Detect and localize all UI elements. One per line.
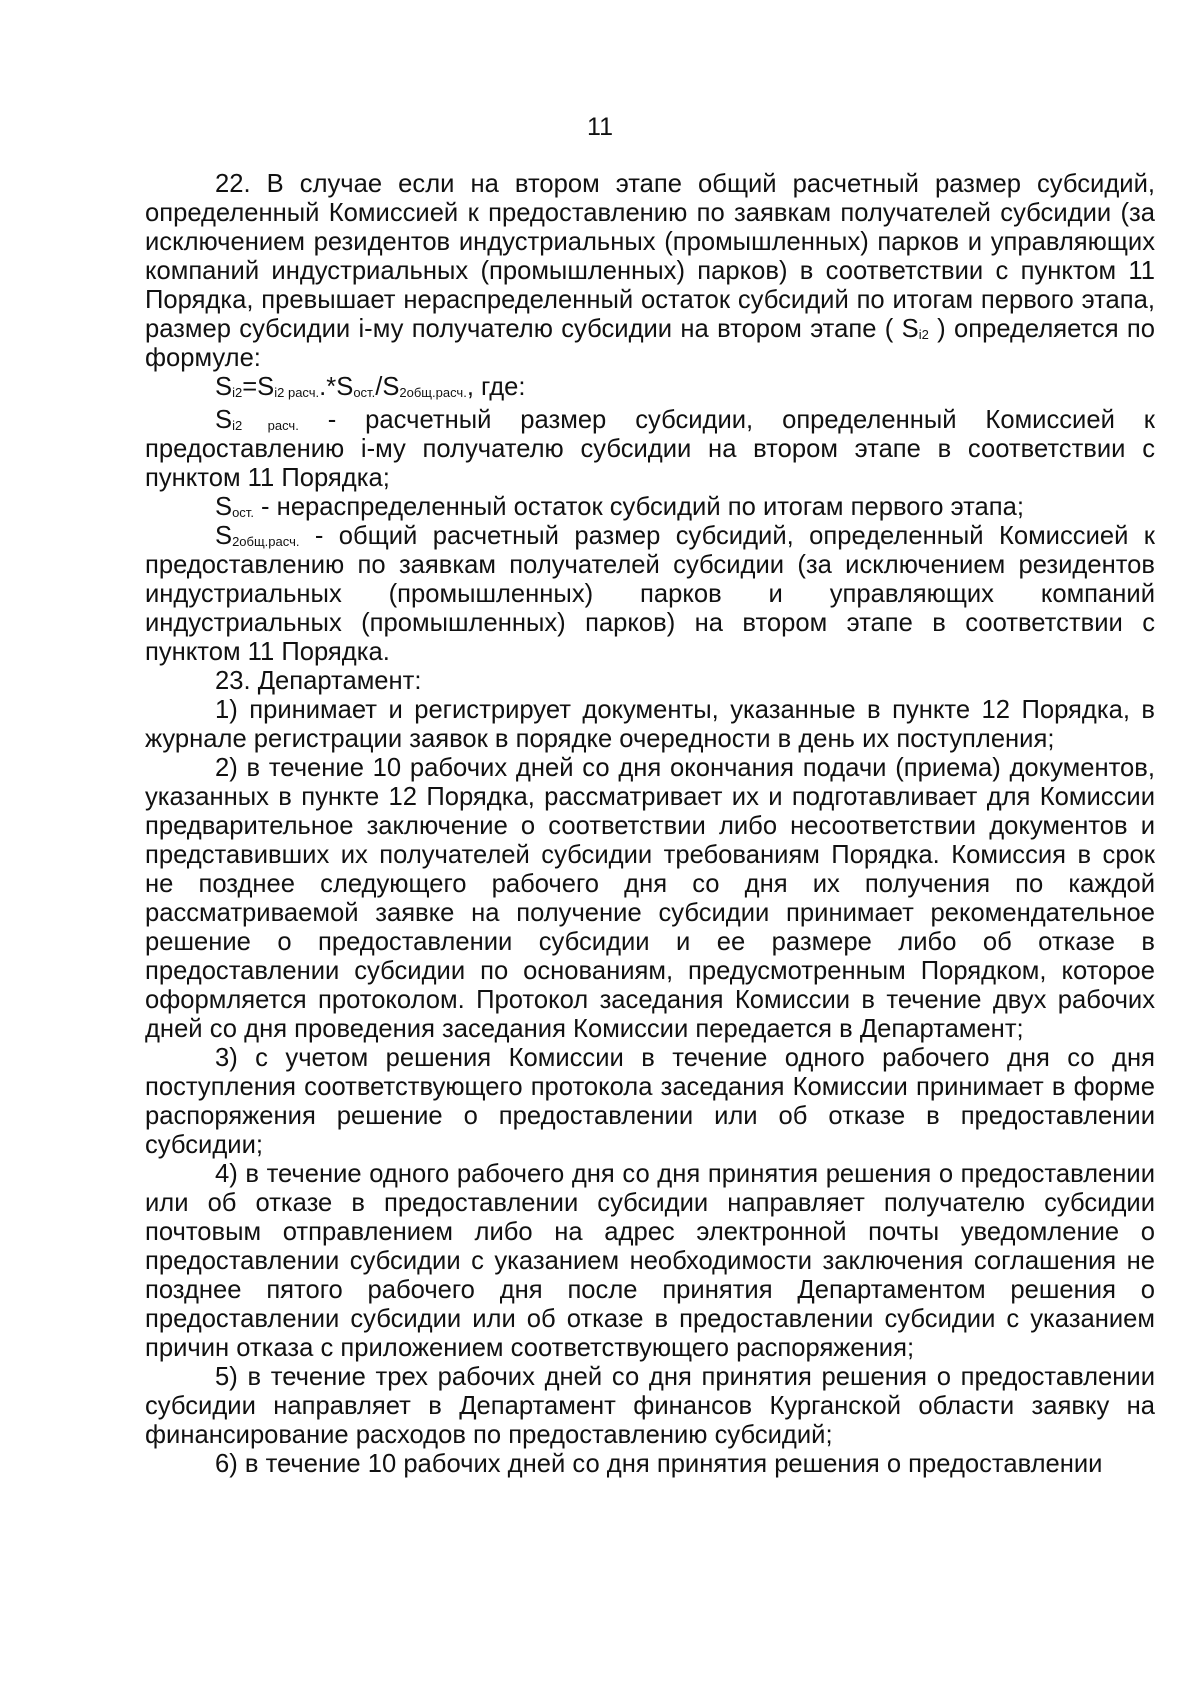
formula-div: / — [375, 373, 383, 401]
def2-s: S — [215, 493, 233, 521]
def3-sub: 2общ.расч. — [232, 534, 300, 549]
item-1: 1) принимает и регистрирует документы, указанные в пункте 12 Порядка, в журнале регистрации заявок в порядке очередности в день их поступления; — [145, 696, 1155, 753]
paragraph-22-end: ) определяется по формуле: — [145, 315, 1155, 372]
definition-s-total — [145, 522, 1155, 667]
def2-sub: ост. — [232, 505, 254, 520]
formula-sub-i2: i2 — [232, 385, 243, 400]
item-4: 4) в течение одного рабочего дня со дня принятия решения о предоставлении или об отказе в предоставлении субсидии направляет получателю субсидии почтовым отправлением либо на адрес электронной почты уведомление о предоставлении субсидии с указанием необходимости заключения соглашения не позднее пятого рабочего дня после принятия Департаментом решения о предоставлении субсидии или об отказе в предоставлении субсидии с указанием причин отказа с приложением соответствующего распоряжения; — [145, 1160, 1155, 1362]
subscript-i2: i2 — [918, 327, 929, 342]
paragraph-22-text: 22. В случае если на втором этапе общий расчетный размер субсидий, определенный Комиссией к предоставлению по заявкам получателей субсидии (за исключением резидентов индустриальных (промышленных) парков и управляющих компаний индустриальных (промышленных) парков) в соответствии с пунктом 11 Порядка, превышает нераспределенный остаток субсидий по итогам первого этапа, размер субсидии i-му получателю субсидии на втором этапе ( — [145, 170, 1155, 343]
page-number: 11 — [587, 113, 613, 141]
definition-s-ost — [145, 493, 1155, 522]
formula-sub-ost: ост. — [353, 385, 376, 400]
formula-s-calc: S — [257, 373, 275, 401]
item-2: 2) в течение 10 рабочих дней со дня окончания подачи (приема) документов, указанных в пункте 12 Порядка, рассматривает их и подготавливает для Комиссии предварительное заключение о соответствии либо несоответствии документов и представивших их получателей субсидии требованиям Порядка. Комиссия в срок не позднее следующего рабочего дня со дня их получения по каждой рассматриваемой заявке на получение субсидии принимает рекомендательное решение о предоставлении субсидии и ее размере либо об отказе в предоставлении субсидии по основаниям, предусмотренным Порядком, которое оформляется протоколом. Протокол заседания Комиссии в течение двух рабочих дней со дня проведения заседания Комиссии передается в Департамент; — [145, 754, 1155, 1043]
def1-sub: i2 расч. — [232, 418, 299, 433]
def3-s: S — [215, 522, 233, 550]
formula-sub-i2-calc: i2 расч. — [274, 385, 320, 400]
formula-sub-total: 2общ.расч. — [399, 385, 467, 400]
def2-text: - нераспределенный остаток субсидий по итогам первого этапа; — [253, 493, 1024, 521]
paragraph-23-heading: 23. Департамент: — [215, 667, 422, 695]
item-6: 6) в течение 10 рабочих дней со дня принятия решения о предоставлении — [215, 1450, 1103, 1478]
symbol-s: S — [901, 315, 919, 343]
def3-text: - общий расчетный размер субсидий, определенный Комиссией к предоставлению по заявкам получателей субсидии (за исключением резидентов индустриальных (промышленных) парков и управляющих компаний индустриальных (промышленных) парков) на втором этапе в соответствии с пунктом 11 Порядка. — [145, 522, 1155, 666]
formula-eq: = — [242, 373, 258, 401]
def1-s: S — [215, 406, 233, 434]
formula-mult: .* — [319, 373, 337, 401]
item-5: 5) в течение трех рабочих дней со дня принятия решения о предоставлении субсидии направляет в Департамент финансов Курганской области заявку на финансирование расходов по предоставлению субсидий; — [145, 1363, 1155, 1449]
item-3: 3) с учетом решения Комиссии в течение одного рабочего дня со дня поступления соответствующего протокола заседания Комиссии принимает в форме распоряжения решение о предоставлении или об отказе в предоставлении субсидии; — [145, 1044, 1155, 1159]
formula-s: S — [215, 373, 233, 401]
formula-s-total: S — [382, 373, 400, 401]
formula-s-ost: S — [336, 373, 354, 401]
formula-line — [145, 373, 1155, 406]
paragraph-22 — [145, 170, 1155, 373]
def1-text: - расчетный размер субсидии, определенный Комиссией к предоставлению i-му получателю субсидии на втором этапе в соответствии с пунктом 11 Порядка; — [145, 406, 1155, 492]
document-body — [145, 170, 1155, 1479]
definition-si2-calc — [145, 406, 1155, 493]
formula-tail: , где: — [466, 373, 526, 401]
